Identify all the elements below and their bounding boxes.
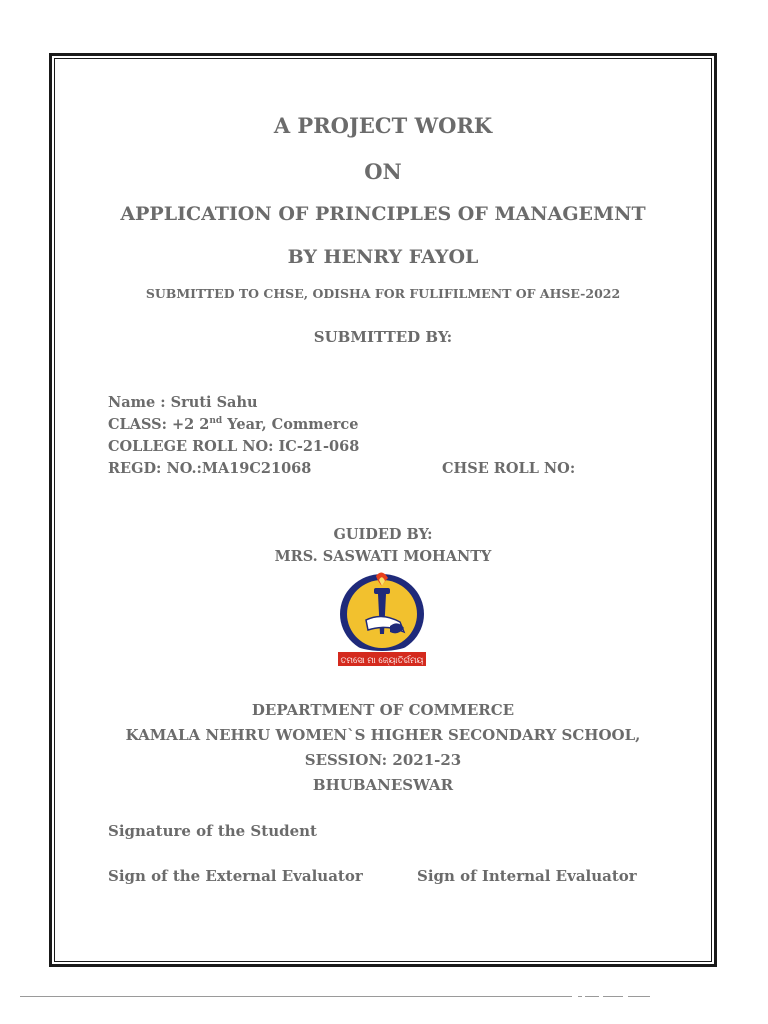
chse-roll-no: CHSE ROLL NO: [442, 460, 576, 477]
submitted-by-heading: SUBMITTED BY: [313, 328, 453, 346]
student-signature-label: Signature of the Student [108, 822, 317, 840]
external-evaluator-signature-label: Sign of the External Evaluator [108, 867, 363, 885]
city: BHUBANESWAR [312, 776, 454, 794]
school-name: KAMALA NEHRU WOMEN`S HIGHER SECONDARY SCHOOL, [125, 726, 641, 744]
project-title: APPLICATION OF PRINCIPLES OF MANAGEMNT [120, 203, 646, 225]
footer-mark [578, 996, 582, 997]
footer-rule [20, 996, 572, 997]
student-name: Name : Sruti Sahu [108, 394, 258, 411]
guided-by-heading: GUIDED BY: [333, 526, 433, 543]
title-line-1: A PROJECT WORK [273, 113, 493, 138]
logo-banner-text: ତମସୋ ମା ଜ୍ୟୋତିର୍ଗମୟ [340, 656, 424, 666]
department-name: DEPARTMENT OF COMMERCE [251, 701, 515, 719]
project-author: BY HENRY FAYOL [287, 246, 479, 268]
footer-mark [603, 996, 623, 997]
registration-no: REGD: NO.:MA19C21068 [108, 460, 312, 477]
submission-note: SUBMITTED TO CHSE, ODISHA FOR FULIFILMENT OF AHSE-2022 [145, 286, 621, 301]
footer-mark [585, 996, 599, 997]
title-line-2: ON [364, 159, 402, 184]
footer-mark [628, 996, 650, 997]
internal-evaluator-signature-label: Sign of Internal Evaluator [417, 867, 637, 885]
guide-name: MRS. SASWATI MOHANTY [274, 548, 492, 565]
college-roll-no: COLLEGE ROLL NO: IC-21-068 [108, 438, 360, 455]
student-class: CLASS: +2 2nd Year, Commerce [108, 416, 359, 433]
session: SESSION: 2021-23 [304, 751, 462, 769]
school-emblem-icon [334, 572, 430, 672]
